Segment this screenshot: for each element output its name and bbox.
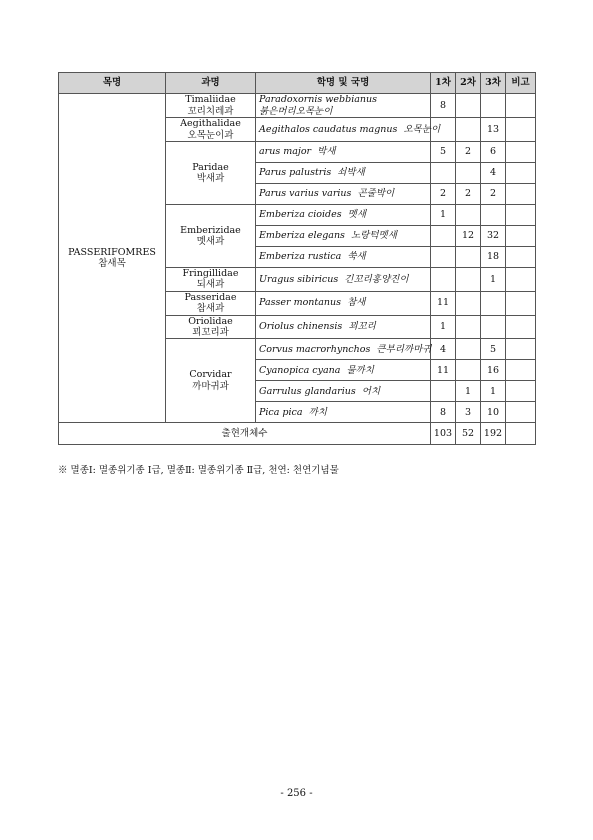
family-cell	[166, 291, 256, 315]
total-label: 출현개체수	[59, 423, 431, 445]
count-survey-2	[456, 339, 481, 360]
total-survey-3: 192	[481, 423, 506, 445]
count-survey-1: 4	[431, 339, 456, 360]
species-korean: 까치	[308, 406, 327, 418]
family-cell	[166, 205, 256, 268]
count-survey-3: 2	[481, 184, 506, 205]
count-survey-3: 18	[481, 247, 506, 268]
family-korean: 참새과	[196, 303, 225, 315]
count-survey-2	[456, 291, 481, 315]
species-latin: Parus varius varius	[259, 188, 352, 200]
total-row	[59, 423, 536, 445]
species-korean: 긴꼬리홍양진이	[344, 273, 409, 285]
species-korean: 꾀꼬리	[348, 321, 376, 333]
count-survey-1	[431, 247, 456, 268]
page-number: - 256 -	[280, 788, 313, 799]
note-cell	[506, 268, 536, 292]
count-survey-2: 1	[456, 381, 481, 402]
family-latin: Aegithalidae	[180, 118, 241, 130]
count-survey-3: 1	[481, 268, 506, 292]
header-survey-2: 2차	[456, 73, 481, 94]
species-korean: 물까치	[346, 364, 374, 376]
family-korean: 박새과	[196, 173, 225, 184]
count-survey-3	[481, 291, 506, 315]
header-survey-1: 1차	[431, 73, 456, 94]
species-cell	[256, 163, 431, 184]
count-survey-1: 8	[431, 94, 456, 118]
family-latin: Passeridae	[184, 291, 237, 303]
family-cell	[166, 118, 256, 142]
species-cell	[256, 315, 431, 339]
family-latin: Timaliidae	[185, 94, 236, 106]
species-korean: 큰부리까마귀	[376, 343, 432, 355]
count-survey-2	[456, 247, 481, 268]
species-latin: Emberiza elegans	[259, 230, 345, 242]
species-latin: Garrulus glandarius	[259, 385, 356, 397]
note-cell	[506, 402, 536, 423]
species-latin: Emberiza rustica	[259, 251, 342, 263]
note-cell	[506, 205, 536, 226]
species-korean: 멧새	[347, 209, 367, 221]
family-latin: Oriolidae	[188, 315, 233, 327]
species-cell	[256, 268, 431, 292]
note-cell	[506, 360, 536, 381]
species-korean: 노랑턱멧새	[350, 230, 397, 242]
count-survey-1: 2	[431, 184, 456, 205]
note-cell	[506, 339, 536, 360]
family-latin: Corvidar	[189, 369, 232, 381]
count-survey-2	[456, 315, 481, 339]
header-species: 학명 및 국명	[256, 73, 431, 94]
family-latin: Paridae	[192, 161, 229, 173]
total-survey-2: 52	[456, 423, 481, 445]
family-korean: 꾀꼬리과	[192, 326, 229, 338]
count-survey-1	[431, 226, 456, 247]
note-cell	[506, 184, 536, 205]
species-cell	[256, 360, 431, 381]
species-cell	[256, 291, 431, 315]
species-korean: 어치	[361, 385, 381, 397]
species-korean: 박새	[317, 146, 336, 158]
family-cell	[166, 315, 256, 339]
family-latin: Emberizidae	[180, 224, 241, 236]
count-survey-3	[481, 205, 506, 226]
species-korean: 참새	[347, 297, 366, 309]
count-survey-1: 11	[431, 360, 456, 381]
order-korean: 참새목	[98, 258, 126, 270]
table-row	[59, 94, 536, 118]
count-survey-2	[456, 205, 481, 226]
count-survey-3	[481, 315, 506, 339]
family-cell	[166, 142, 256, 205]
species-korean: 오목눈이	[403, 123, 441, 135]
count-survey-2: 12	[456, 226, 481, 247]
family-cell	[166, 339, 256, 423]
species-cell	[256, 94, 431, 118]
count-survey-2	[456, 360, 481, 381]
note-cell	[506, 291, 536, 315]
note-cell	[506, 142, 536, 163]
count-survey-2: 2	[456, 184, 481, 205]
header-family: 과명	[166, 73, 256, 94]
count-survey-3: 4	[481, 163, 506, 184]
total-note	[506, 423, 536, 445]
order-cell	[59, 94, 166, 423]
family-korean: 멧새과	[196, 236, 225, 247]
note-cell	[506, 163, 536, 184]
species-latin: Corvus macrorhynchos	[259, 343, 371, 355]
species-korean: 붉은머리오목눈이	[259, 105, 333, 117]
header-survey-3: 3차	[481, 73, 506, 94]
species-cell	[256, 118, 441, 142]
count-survey-3: 32	[481, 226, 506, 247]
species-latin: Oriolus chinensis	[259, 321, 343, 333]
species-korean: 쑥새	[347, 251, 366, 263]
species-cell	[256, 381, 431, 402]
count-survey-1: 1	[431, 315, 456, 339]
footnote: ※ 멸종Ⅰ: 멸종위기종 Ⅰ급, 멸종Ⅱ: 멸종위기종 Ⅱ급, 천연: 천연기념물	[58, 465, 339, 476]
species-cell	[256, 205, 431, 226]
species-table	[58, 72, 536, 445]
species-latin: Uragus sibiricus	[259, 273, 339, 285]
family-latin: Fringillidae	[182, 268, 239, 279]
species-cell	[256, 402, 431, 423]
order-latin: PASSERIFOMRES	[68, 246, 156, 258]
species-korean: 곤줄박이	[357, 188, 395, 200]
count-survey-2	[456, 94, 481, 118]
species-cell	[256, 184, 431, 205]
species-korean: 쇠박새	[337, 167, 365, 179]
count-survey-1	[431, 268, 456, 292]
count-survey-1	[431, 381, 456, 402]
count-survey-2	[456, 118, 481, 142]
species-latin: Passer montanus	[259, 297, 342, 309]
count-survey-3: 5	[481, 339, 506, 360]
species-latin: Aegithalos caudatus magnus	[259, 123, 398, 135]
table-body	[59, 94, 536, 445]
family-cell	[166, 94, 256, 118]
note-cell	[506, 94, 536, 118]
note-cell	[506, 381, 536, 402]
total-survey-1: 103	[431, 423, 456, 445]
family-korean: 되새과	[196, 279, 225, 291]
count-survey-2	[456, 163, 481, 184]
count-survey-1: 11	[431, 291, 456, 315]
count-survey-1: 8	[431, 402, 456, 423]
family-korean: 까마귀과	[192, 380, 229, 392]
count-survey-3: 6	[481, 142, 506, 163]
count-survey-3: 13	[481, 118, 506, 142]
family-korean: 꼬리치레과	[187, 105, 234, 117]
species-latin: Cyanopica cyana	[259, 364, 341, 376]
species-latin: Pica pica	[259, 406, 303, 418]
count-survey-2: 3	[456, 402, 481, 423]
count-survey-3	[481, 94, 506, 118]
note-cell	[506, 226, 536, 247]
count-survey-3: 1	[481, 381, 506, 402]
note-cell	[506, 118, 536, 142]
count-survey-1: 1	[431, 205, 456, 226]
note-cell	[506, 247, 536, 268]
note-cell	[506, 315, 536, 339]
species-latin: Emberiza cioides	[259, 209, 342, 221]
count-survey-3: 16	[481, 360, 506, 381]
count-survey-1: 5	[431, 142, 456, 163]
family-korean: 오목눈이과	[187, 129, 234, 141]
species-latin: arus major	[259, 146, 312, 158]
species-latin: Parus palustris	[259, 167, 332, 179]
family-cell	[166, 268, 256, 292]
header-note: 비고	[506, 73, 536, 94]
count-survey-1	[431, 163, 456, 184]
count-survey-2: 2	[456, 142, 481, 163]
species-latin: Paradoxornis webbianus	[259, 94, 378, 106]
species-cell	[256, 339, 431, 360]
species-cell	[256, 226, 431, 247]
species-cell	[256, 142, 431, 163]
header-order: 목명	[59, 73, 166, 94]
count-survey-2	[456, 268, 481, 292]
species-cell	[256, 247, 431, 268]
count-survey-3: 10	[481, 402, 506, 423]
header-row	[59, 73, 536, 94]
